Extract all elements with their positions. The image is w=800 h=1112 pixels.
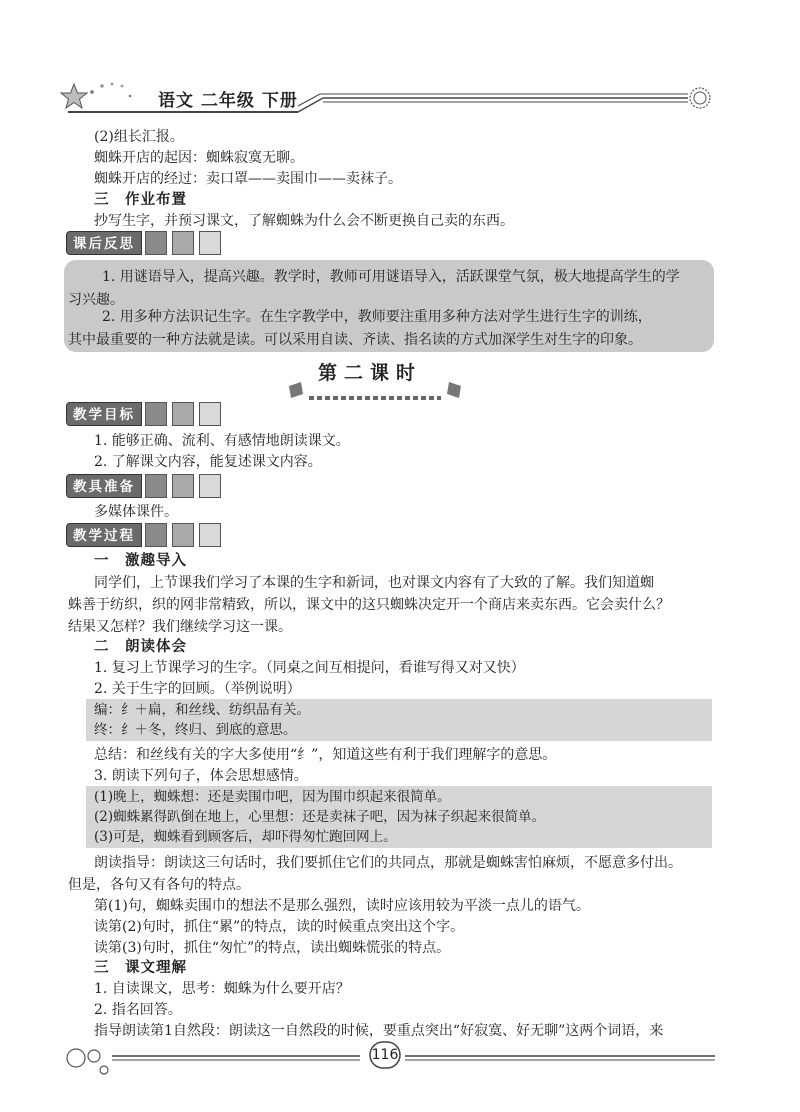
tag-square-icon	[145, 523, 167, 547]
reflection-tag	[66, 231, 221, 255]
page-number: 116	[371, 1047, 399, 1063]
section3-heading: 三 课文理解	[94, 960, 187, 976]
tag-square-icon	[145, 474, 167, 498]
lesson-title-decoration-icon	[285, 378, 465, 404]
tag-square-icon	[145, 231, 167, 255]
section3-item1: 1. 自读课文，思考：蜘蛛为什么要开店？	[94, 981, 350, 997]
section3-line1: 指导朗读第1自然段：朗读这一自然段的时候，要重点突出“好寂寞、好无聊”这两个词语，来	[94, 1023, 664, 1039]
sentence-item: (2)蜘蛛累得趴倒在地上，心里想：还是卖袜子吧，因为袜子织起来很简单。	[94, 809, 546, 825]
reflection-p1-line2: 习兴趣。	[68, 292, 124, 308]
tag-square-icon	[199, 402, 221, 426]
tag-square-icon	[172, 402, 194, 426]
section1-line2: 蛛善于纺织，织的网非常精致，所以，课文中的这只蜘蛛决定开一个商店来卖东西。它会卖什么？	[68, 597, 670, 613]
character-example-box	[86, 699, 712, 741]
reflection-label: 课后反思	[66, 231, 142, 255]
process-tag	[66, 523, 221, 547]
tag-square-icon	[172, 231, 194, 255]
reading-guide-line1: 朗读指导：朗读这三句话时，我们要抓住它们的共同点，那就是蜘蛛害怕麻烦，不愿意多付出。	[94, 855, 682, 871]
section2-heading: 二 朗读体会	[94, 639, 187, 655]
section1-heading: 一 激趣导入	[94, 553, 187, 569]
section2-item3: 3. 朗读下列句子，体会思想感情。	[94, 768, 308, 784]
tag-square-icon	[172, 474, 194, 498]
report-line: (2)组长汇报。	[94, 129, 184, 145]
reading-guide-sentence3: 读第(3)句时，抓住“匆忙”的特点，读出蜘蛛慌张的特点。	[94, 940, 451, 956]
process-label: 教学过程	[66, 523, 142, 547]
section2-item1: 1. 复习上节课学习的生字。（同桌之间互相提问，看谁写得又对又快）	[94, 660, 525, 676]
tools-text: 多媒体课件。	[94, 504, 178, 520]
goal-item: 1. 能够正确、流利、有感情地朗读课文。	[94, 433, 350, 449]
reading-guide-line2: 但是，各句又有各句的特点。	[68, 877, 250, 893]
section2-item2: 2. 关于生字的回顾。（举例说明）	[94, 681, 301, 697]
goal-item: 2. 了解课文内容，能复述课文内容。	[94, 454, 322, 470]
homework-heading: 三 作业布置	[94, 192, 187, 208]
tag-square-icon	[172, 523, 194, 547]
reflection-p2-line1: 2. 用多种方法识记生字。在生字教学中，教师要注重用多种方法对学生进行生字的训练，	[102, 309, 652, 325]
tools-label: 教具准备	[66, 474, 142, 498]
tag-square-icon	[199, 231, 221, 255]
lesson-title: 第二课时	[318, 362, 423, 384]
reading-guide-sentence1: 第(1)句，蜘蛛卖围巾的想法不是那么强烈，读时应该用较为平淡一点儿的语气。	[94, 898, 590, 914]
tag-square-icon	[199, 474, 221, 498]
reading-guide-sentence2: 读第(2)句时，抓住“累”的特点，读的时候重点突出这个字。	[94, 919, 465, 935]
goals-tag	[66, 402, 221, 426]
reflection-p1-line1: 1. 用谜语导入，提高兴趣。教学时，教师可用谜语导入，活跃课堂气氛，极大地提高学生的学	[102, 269, 680, 285]
section3-item2: 2. 指名回答。	[94, 1002, 182, 1018]
sentence-item: (1)晚上，蜘蛛想：还是卖围巾吧，因为围巾织起来很简单。	[94, 789, 451, 805]
section1-line3: 结果又怎样？我们继续学习这一课。	[68, 619, 292, 635]
tools-tag	[66, 474, 221, 498]
sentence-box	[86, 786, 712, 848]
page-header	[58, 72, 718, 122]
tag-square-icon	[199, 523, 221, 547]
character-example: 编：纟＋扁，和丝线、纺织品有关。	[94, 702, 310, 718]
header-rule	[58, 72, 718, 122]
cause-line: 蜘蛛开店的起因：蜘蛛寂寞无聊。	[94, 150, 304, 166]
tag-square-icon	[145, 402, 167, 426]
summary-text: 总结：和丝线有关的字大多使用“纟”，知道这些有利于我们理解字的意思。	[94, 747, 557, 763]
homework-text: 抄写生字，并预习课文，了解蜘蛛为什么会不断更换自己卖的东西。	[94, 213, 514, 229]
process-line: 蜘蛛开店的经过：卖口罩——卖围巾——卖袜子。	[94, 171, 402, 187]
header-title: 语文 二年级 下册	[158, 91, 298, 111]
section1-line1: 同学们，上节课我们学习了本课的生字和新词，也对课文内容有了大致的了解。我们知道蜘	[94, 575, 654, 591]
reflection-p2-line2: 其中最重要的一种方法就是读。可以采用自读、齐读、指名读的方式加深学生对生字的印象。	[68, 332, 642, 348]
goals-label: 教学目标	[66, 402, 142, 426]
sentence-item: (3)可是，蜘蛛看到顾客后，却吓得匆忙跑回网上。	[94, 829, 397, 845]
character-example: 终：纟＋冬，终归、到底的意思。	[94, 722, 297, 738]
reflection-box	[64, 260, 714, 352]
